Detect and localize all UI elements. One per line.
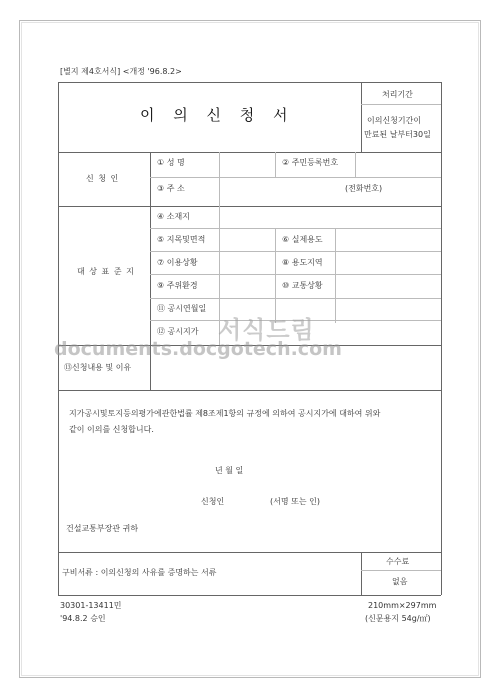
notice-price-label: ⑫ 공시지가 [157,327,199,336]
fee-value: 없음 [392,577,408,586]
target-mid-divider [275,228,276,323]
fee-label-line [361,570,441,571]
name-field[interactable] [220,153,274,176]
rrn-divider [275,152,276,177]
name-label: ① 성 명 [157,158,185,167]
use-status-label: ⑦ 이용상황 [157,258,198,267]
zoning-label: ⑧ 용도지역 [282,258,323,267]
processing-label-line [361,104,441,105]
location-field[interactable] [220,207,440,227]
statement-left-border [58,390,59,595]
address-label: ③ 주 소 [157,184,185,193]
table-top-border [58,82,441,83]
footer-approval: '94.8.2 승인 [60,614,106,623]
phone-label: (전화번호) [345,184,383,193]
reason-row-bottom [58,390,441,391]
addressee: 건설교통부장관 귀하 [66,524,139,533]
target-row-line-4 [150,298,441,299]
processing-divider [361,82,362,152]
applicant-section-label: 신 청 인 [86,174,120,183]
watermark-title: 서식드림 [218,316,315,344]
statement-line-1: 지가공시및토지등의평가에관한법률 제8조제1항의 규정에 의하여 공시지가에 대하여 위와 [69,409,381,418]
fee-label: 수수료 [386,557,410,566]
surroundings-label: ⑨ 주위환경 [157,281,198,290]
target-row-line-3 [150,274,441,275]
applicant-name-field[interactable] [230,492,266,508]
target-row-line-2 [150,251,441,252]
target-mid-divider-2 [335,228,336,323]
notice-date-label: ⑪ 공시연월일 [157,304,207,313]
table-bottom-border [58,595,441,596]
traffic-label: ⑩ 교통상황 [282,281,323,290]
fee-divider [361,552,362,595]
processing-value-1: 이의신청기간이 [367,116,422,125]
rrn-field[interactable] [356,153,440,176]
target-row-line-1 [150,228,441,229]
signature-label: (서명 또는 인) [270,497,320,506]
statement-right-border [441,390,442,595]
statement-date: 년 월 일 [215,466,244,475]
land-category-label: ⑤ 지목및면적 [157,235,206,244]
statement-applicant-label: 신청인 [201,497,225,506]
document-title: 이 의 신 청 서 [140,106,295,124]
statement-line-2: 같이 이의를 신청합니다. [69,425,154,434]
address-field[interactable] [220,178,440,205]
form-number: [별지 제4호서식] <개정 '96.8.2> [60,67,182,76]
fee-row-top [58,552,441,553]
required-docs: 구비서류 : 이의신청의 사유를 증명하는 서류 [62,568,217,577]
reason-label: ⑬신청내용 및 이유 [64,363,132,372]
footer-paper: (신문용지 54g/㎡) [365,614,431,623]
target-section-label: 대 상 표 준 지 [77,267,135,276]
location-label: ④ 소재지 [157,212,190,221]
processing-label: 처리기간 [382,90,413,99]
watermark-url: documents.docgotech.com [54,338,342,360]
actual-use-label: ⑥ 실제용도 [282,235,323,244]
table-right-border [441,82,442,390]
footer-size: 210mm×297mm [368,601,437,610]
footer-code: 30301-13411민 [60,601,122,610]
rrn-label: ② 주민등록번호 [282,158,339,167]
processing-value-2: 만료된 날부터30일 [364,130,431,139]
